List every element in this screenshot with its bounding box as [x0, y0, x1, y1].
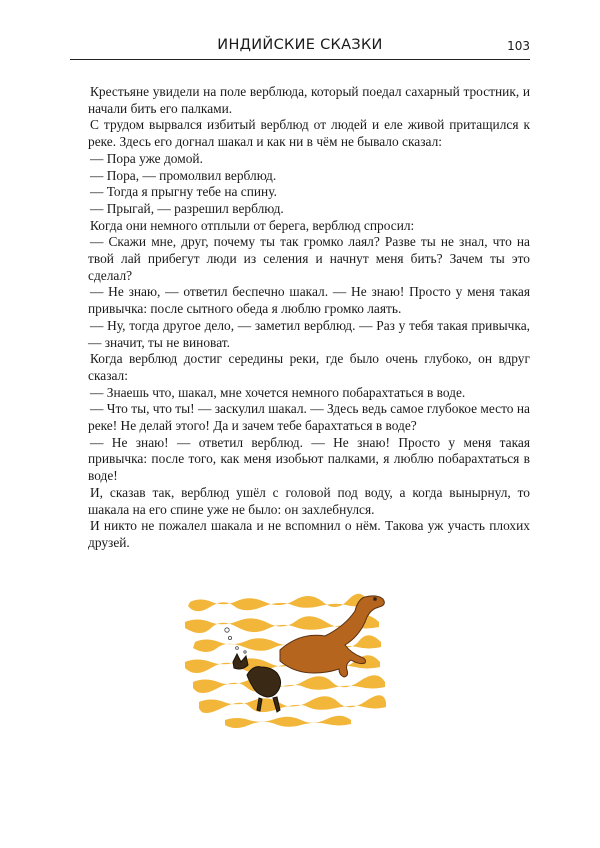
paragraph: — Знаешь что, шакал, мне хочется немного побарахтаться в воде.: [90, 384, 466, 400]
bubbles: [225, 628, 246, 653]
book-title: ИНДИЙСКИЕ СКАЗКИ: [217, 37, 383, 53]
paragraph: Когда верблюд достиг середины реки, где было очень глубоко, он вдруг сказал:: [88, 351, 530, 383]
paragraph: — Пора уже домой.: [90, 150, 203, 166]
camel-jackal-drowning-illustration: [185, 580, 400, 740]
paragraph: — Тогда я прыгну тебе на спину.: [90, 184, 277, 200]
running-header: [70, 37, 530, 60]
paragraph: — Скажи мне, друг, почему ты так громко лаял? Разве ты не знал, что на твой лай прибегут люди из селения и начнут меня бить? Зачем ты это сделал?: [88, 234, 530, 283]
paragraph: С трудом вырвался избитый верблюд от людей и еле живой притащился к реке. Здесь его догнал шакал и как ни в чём не бывало сказал:: [88, 117, 530, 150]
paragraph: — Не знаю, — ответил беспечно шакал. — Не знаю! Просто у меня такая привычка: после сытного обеда я люблю громко лаять.: [88, 284, 530, 317]
page-number: 103: [507, 39, 530, 53]
paragraph: — Ну, тогда другое дело, — заметил верблюд. — Раз у тебя такая привычка, — значит, ты не виноват.: [88, 317, 530, 350]
paragraph: Когда они немного отплыли от берега, верблюд спросил:: [90, 217, 415, 233]
paragraph: — Не знаю! — ответил верблюд. — Не знаю! Просто у меня такая привычка: после того, как меня изобьют палками, я люблю побарахтаться в воде!: [88, 434, 530, 484]
paragraph: Крестьяне увидели на поле верблюда, который поедал сахарный тростник, и начали бить его палками.: [88, 84, 530, 116]
paragraph: И, сказав так, верблюд ушёл с головой под воду, а когда вынырнул, то шакала на его спине уже не было: он захлебнулся.: [88, 484, 530, 517]
paragraph: И никто не пожалел шакала и не вспомнил о нём. Такова уж участь плохих друзей.: [88, 518, 530, 550]
story-text: [88, 84, 530, 552]
paragraph: — Пора, — промолвил верблюд.: [90, 167, 277, 183]
paragraph: — Что ты, что ты! — заскулил шакал. — Здесь ведь самое глубокое место на реке! Не делай этого! Да и зачем тебе барахтаться в воде?: [88, 401, 530, 434]
paragraph: — Прыгай, — разрешил верблюд.: [90, 200, 284, 216]
